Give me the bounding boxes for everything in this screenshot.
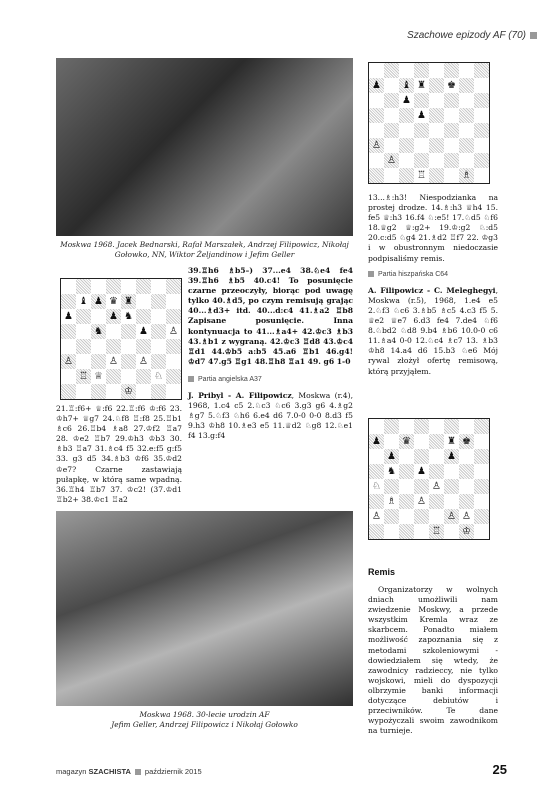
board-square [459,464,474,479]
board-square [151,294,166,309]
board-square [414,138,429,153]
board-square [399,479,414,494]
board-square: ♟ [139,325,148,337]
board-square [414,419,429,434]
section-square-icon [368,271,374,277]
board-square [474,63,489,78]
board-square [384,108,399,123]
board-square [429,494,444,509]
board-square [369,449,384,464]
board-square [166,294,181,309]
board-square: ♘ [372,480,381,492]
board-square [474,153,489,168]
footer-brand: SZACHISTA [88,767,131,776]
board-square [414,93,429,108]
board-square [91,339,106,354]
board-square [474,78,489,93]
board-square [369,419,384,434]
board-square [414,524,429,539]
board-square [459,479,474,494]
board-square [76,354,91,369]
board-square [61,339,76,354]
board-square [384,434,399,449]
right-game-moves: 13...♗:h3! Niespodzianka na prostej drodze. 14.♗:h3 ♕h4 15. fe5 ♕:h3 16.f4 ♘:e5! 17.♘d5 ♘f6 18.♕g2 ♕:g2+ 19.♔:g2 ♘:d5 20.c:d5 ♘g4 21.♗d2 ♖f7 22. ♔g3 i w obustronnym niedoczasie podpisaliśmy remis. [368,193,498,263]
board-square [121,324,136,339]
board-square: ♕ [94,370,103,382]
board-square [384,524,399,539]
footer [56,767,202,776]
board-square [444,153,459,168]
board-square: ♙ [369,138,384,153]
board-square [399,494,414,509]
board-square: ♟ [417,109,426,121]
board-square [136,309,151,324]
remis-paragraph: Organizatorzy w wolnych dniach umożliwili nam zwiedzenie Moskwy, a przede wszystkim Kremla wraz ze skarbcem. Ponadto miałem możliwość zapoznania się z metodami szkoleniowymi - dowiedziałem się wtedy, że zawodnicy radzieccy, nie tylko wojskowi, mieli do dyspozycji olbrzymie banki informacji dotyczące debiutów i przeciwników. Te dane wypożyczali swoim zawodnikom na turnieje. [368,585,498,736]
running-header [407,30,537,41]
board-square: ♛ [109,295,118,307]
board-square: ♙ [462,510,471,522]
board-square [151,309,166,324]
board-square [166,279,181,294]
board-square [91,279,106,294]
board-square [384,93,399,108]
board-square [121,279,136,294]
board-square [429,153,444,168]
board-square [76,324,91,339]
footer-magazine: magazyn [56,767,87,776]
middle-game-moves: 39.♖h6 ♗b5–) 37...e4 38.♘e4 fe4 39.♖h6 ♗b5 40.c4! To posunięcie czarne przeoczyły, biorąc pod uwagę tylko 40.♗d5, po czym remisują grając 40...♗d3+ itd. 40...d:c4 41.♗a2 ♖b8 Zapisane posunięcie. Inna kontynuacja to 41...♗a4+ 42.♔c3 ♗b3 43.♗b1 z wygraną. 42.♔c3 ♖d8 43.♔c4 ♖d1 44.♔b5 a:b5 45.a6 ♖b1 46.g4! ♔d7 47.g5 ♖g1 48.♖h8 ♖a1 49. g6 1-0 [188,266,353,366]
board-square [151,324,166,339]
text-column-right [368,193,498,377]
board-square [399,123,414,138]
board-square [399,509,414,524]
board-square [61,279,76,294]
header-title: Szachowe epizody AF (70) [407,30,526,41]
board-square [429,168,444,183]
text-column-left [56,404,182,505]
board-square [369,494,384,509]
board-square [459,419,474,434]
board-square [166,369,181,384]
board-square: ♚ [447,79,456,91]
board-square [399,464,414,479]
board-square [414,153,429,168]
board-square [459,108,474,123]
board-square [429,464,444,479]
photo-caption-1: Moskwa 1968. Jacek Bednarski, Rafał Marszałek, Andrzej Filipowicz, Nikołaj Gołowko, NN, Wiktor Żeljandinow i Jefim Geller [60,240,349,259]
board-square [414,434,429,449]
board-square [459,63,474,78]
board-square [384,78,399,93]
board-square [444,123,459,138]
board-square [384,123,399,138]
board-square [474,479,489,494]
board-square [384,168,399,183]
board-square [76,384,91,399]
board-square [414,449,429,464]
board-square [121,369,136,384]
board-square: ♙ [444,509,459,524]
board-square: ♟ [64,310,73,322]
board-square: ♜ [417,79,426,91]
text-column-middle [188,266,353,442]
board-square [76,279,91,294]
board-square [399,524,414,539]
board-square [369,63,384,78]
chess-board-3 [368,418,490,540]
game2-moves: , Moskwa (r.4), 1968, 1.c4 c5 2.♘c3 ♘c6 3.g3 g6 4.♗g2 ♗g7 5.♘f3 ♘h6 6.e4 d6 7.0-0 0-0 8.d3 f5 9.h3 ♔h8 10.♗e3 e5 11.♕d2 ♘g8 12.♘e1 f4 13.g:f4 [188,391,354,441]
remis-section [368,567,498,744]
photo-group-moscow [56,58,353,236]
board-square [459,93,474,108]
game2-header [188,391,353,441]
remis-heading: Remis [368,567,396,577]
board-square [459,138,474,153]
board-square [136,384,151,399]
board-square [429,509,444,524]
chess-board-2 [368,62,490,184]
board-square [414,479,429,494]
board-square: ♟ [417,465,426,477]
board-square [429,434,444,449]
board-square: ♝ [399,78,414,93]
board-square [399,153,414,168]
board-square [91,354,106,369]
board-square: ♜ [447,435,456,447]
board-square [166,384,181,399]
board-square: ♖ [429,524,444,539]
board-square [399,419,414,434]
board-square [399,449,414,464]
board-square: ♟ [444,449,459,464]
board-square: ♛ [399,434,414,449]
board-square [474,93,489,108]
board-square [444,168,459,183]
board-square: ♙ [432,480,441,492]
board-square: ♗ [459,168,474,183]
board-square [121,339,136,354]
board-square [429,108,444,123]
board-square [444,93,459,108]
section-square-icon [188,376,194,382]
board-square [106,369,121,384]
header-square-icon [530,32,537,39]
board-square: ♗ [387,495,396,507]
board-square: ♖ [417,169,426,181]
board-square [106,384,121,399]
board-square: ♘ [154,370,163,382]
board-square [369,524,384,539]
board-square [429,93,444,108]
board-square [459,153,474,168]
board-square [136,294,151,309]
board-square [166,339,181,354]
board-square: ♞ [124,310,133,322]
board-square: ♔ [121,384,136,399]
board-square [444,524,459,539]
board-square [369,168,384,183]
board-square [474,123,489,138]
board-square [61,324,76,339]
board-square [399,138,414,153]
left-game-moves: 21.♖:f6+ ♕:f6 22.♖:f6 ♔:f6 23. ♔h7+ ♕g7 24.♘f8 ♖:f8 25.♖b1 ♗c6 26.♖b4 ♗a8 27.♔f2 ♖a7 28. ♔e2 ♖b7 29.♔h3 ♔b3 30. ♗b3 ♖a7 31.♗c4 f5 32.e:f5 g:f5 33. g3 d5 34.♗b3 ♔f6 35.♔d2 ♔e7? Czarne zastawiają pułapkę, w którą same wpadną. 36.♖h4 ♖b7 37. ♔c2! (37.♔d1 ♖b2+ 38.♔c1 ♖a2 [56,404,182,504]
board-square [444,479,459,494]
board-square [166,354,181,369]
footer-square-icon [135,769,141,775]
board-square [369,93,384,108]
opening-label-2: Partia hiszpańska C64 [368,270,498,280]
board-square [474,449,489,464]
board-square [136,339,151,354]
board-square: ♟ [106,309,121,324]
board-square [474,138,489,153]
board-square [474,524,489,539]
board-square [61,384,76,399]
board-square [369,108,384,123]
board-square: ♙ [372,510,381,522]
board-square: ♔ [459,524,474,539]
board-square [136,279,151,294]
board-square: ♙ [109,355,118,367]
board-square: ♟ [402,94,411,106]
board-square [369,464,384,479]
board-square [61,294,76,309]
game3-moves: , Moskwa (r.5), 1968, 1.e4 e5 2.♘f3 ♘c6 3.♗b5 ♗c5 4.c3 f5 5. ♕e2 ♕e7 6.d3 fe4 7.de4 ♘f6 8.♘bd2 ♘d8 9.b4 ♗b6 10.0-0 c6 11.♗a4 0-0 12.♘c4 ♗c7 13. ♗b3 ♔h8 14.a4 d6 15.b3 ♘e6 Mój rywal złożył ofertę remisową, którą przyjąłem. [368,285,498,376]
board-square: ♝ [79,295,88,307]
board-square [106,324,121,339]
board-square [444,108,459,123]
board-square [459,494,474,509]
board-square [414,509,429,524]
board-square [429,78,444,93]
board-square [384,509,399,524]
board-square [414,123,429,138]
board-square [151,279,166,294]
chess-board-1 [60,278,182,400]
board-square [151,384,166,399]
board-square [429,123,444,138]
game3-header [368,286,498,377]
footer-date: październik 2015 [144,767,202,776]
board-square [459,449,474,464]
board-square: ♟ [91,294,106,309]
board-square [429,63,444,78]
board-square: ♙ [169,325,178,337]
board-square [384,63,399,78]
board-square [459,78,474,93]
photo-birthday-celebration [56,511,353,706]
board-square [429,449,444,464]
board-square [384,138,399,153]
board-square [91,384,106,399]
board-square [429,138,444,153]
opening-label-1: Partia angielska A37 [188,375,353,385]
board-square [474,464,489,479]
board-square [399,63,414,78]
game2-players: J. Pribyl - A. Filipowicz [188,391,292,401]
photo-caption-2: Moskwa 1968. 30-lecie urodzin AF Jefim Geller, Andrzej Filipowicz i Nikołaj Gołowko [111,710,298,729]
board-square [384,419,399,434]
board-square: ♟ [369,434,384,449]
board-square: ♖ [76,369,91,384]
board-square [399,108,414,123]
board-square [414,63,429,78]
board-square [151,354,166,369]
board-square: ♞ [387,465,396,477]
board-square [474,509,489,524]
board-square [76,339,91,354]
board-square: ♙ [417,495,426,507]
board-square [106,279,121,294]
board-square [91,309,106,324]
board-square [444,138,459,153]
board-square [474,168,489,183]
board-square: ♙ [139,355,148,367]
board-square: ♚ [459,434,474,449]
board-square [106,339,121,354]
board-square [369,153,384,168]
board-square [76,309,91,324]
board-square: ♟ [369,78,384,93]
page-number: 25 [492,762,507,777]
board-square [429,419,444,434]
board-square [136,369,151,384]
board-square: ♟ [384,449,399,464]
board-square [474,419,489,434]
board-square [474,494,489,509]
board-square: ♜ [121,294,136,309]
board-square [444,419,459,434]
board-square [444,63,459,78]
board-square [474,434,489,449]
board-square [151,339,166,354]
game3-players: A. Filipowicz - C. Meleghegyi [368,285,496,295]
board-square [166,309,181,324]
board-square: ♞ [91,324,106,339]
board-square [444,494,459,509]
board-square [399,168,414,183]
board-square [121,354,136,369]
board-square: ♙ [384,153,399,168]
board-square [369,123,384,138]
board-square: ♙ [61,354,76,369]
board-square [61,369,76,384]
board-square [384,479,399,494]
board-square [444,464,459,479]
board-square [474,108,489,123]
board-square [459,123,474,138]
